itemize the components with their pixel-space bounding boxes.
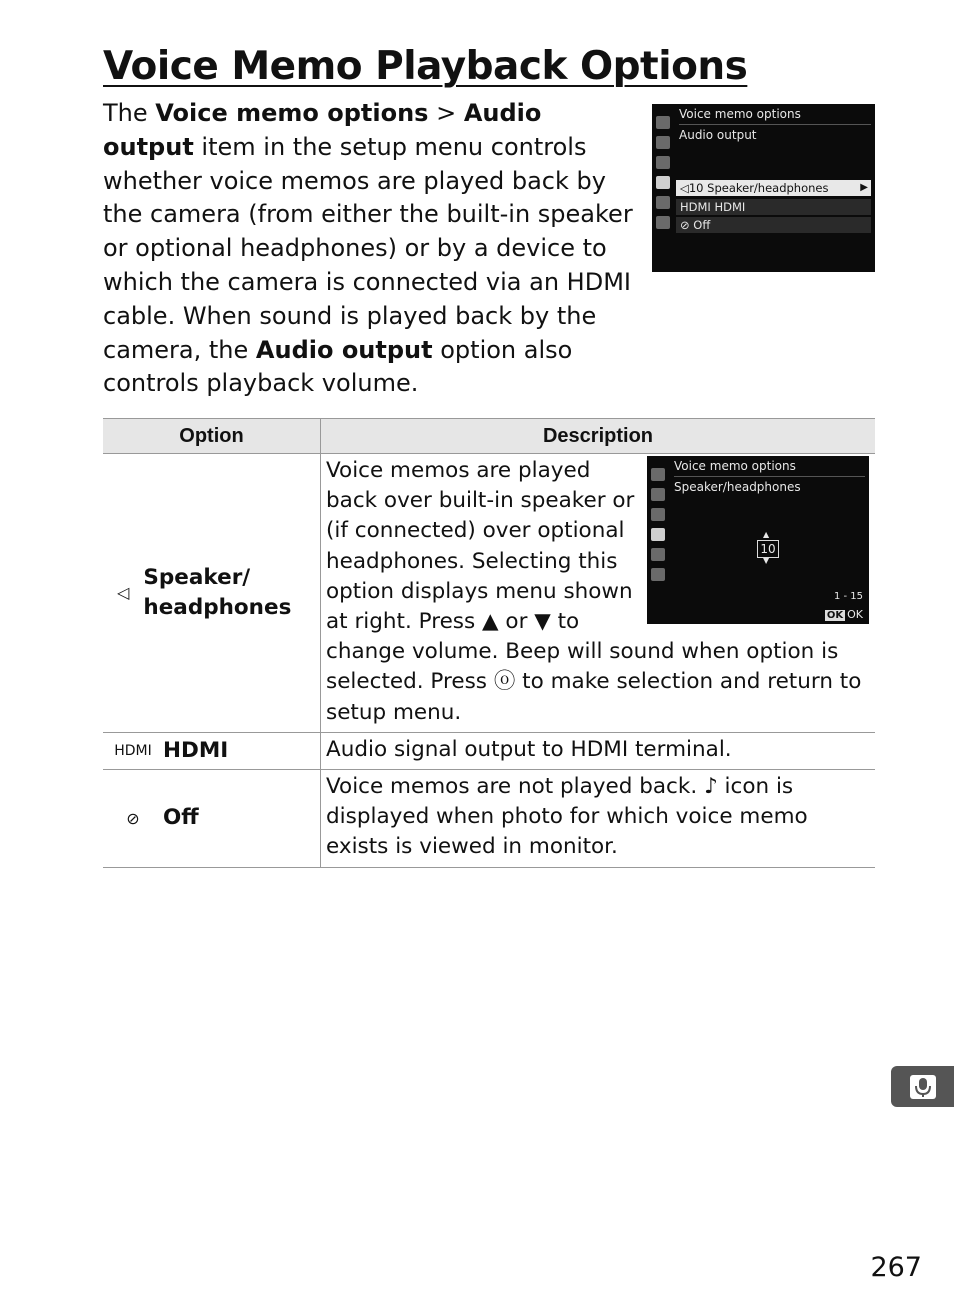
option-label: Off — [163, 805, 199, 831]
arrow-down-icon: ▼ — [763, 556, 770, 565]
microphone-icon — [908, 1073, 938, 1101]
pencil-tab-icon — [656, 156, 670, 169]
mute-icon: ⊘ — [126, 808, 140, 828]
playback-tab-icon — [656, 116, 670, 129]
ok-hint — [825, 608, 863, 621]
intro-bold-voice-memo-options: Voice memo options — [155, 99, 429, 127]
hdmi-icon: HDMI — [114, 742, 152, 759]
wrench-tab-icon — [651, 528, 665, 541]
menu-item-hdmi — [676, 199, 871, 215]
retouch-tab-icon — [656, 196, 670, 209]
mute-icon: ⊘ — [680, 218, 690, 232]
intro-text-1: The — [103, 99, 156, 127]
playback-tab-icon — [651, 468, 665, 481]
menu-tabs — [647, 464, 669, 624]
option-description: Voice memos are played back over built-in speaker or (if connected) over optional headphones. Selecting this option displays menu shown at right. Press ▲ or ▼ to change volume. Beep will sound when option is selected. Press ⓞ to make selection and return to setup menu. — [326, 458, 862, 725]
intro-text-4: option also controls playback volume. — [103, 335, 573, 398]
column-header-description: Description — [321, 419, 876, 454]
retouch-tab-icon — [651, 548, 665, 561]
my-menu-tab-icon — [656, 216, 670, 229]
page-number: 267 — [870, 1252, 922, 1283]
menu-tabs — [652, 112, 674, 272]
screen-subheader: Audio output — [679, 128, 757, 142]
option-label: HDMI — [163, 737, 229, 763]
voice-memo-section-tab — [891, 1066, 954, 1107]
intro-paragraph — [103, 97, 633, 401]
menu-item-off — [676, 217, 871, 233]
table-header-row — [103, 419, 875, 454]
menu-item-label: Speaker/headphones — [707, 181, 829, 195]
column-header-option: Option — [103, 419, 321, 454]
pencil-tab-icon — [651, 508, 665, 521]
menu-item-label: Off — [693, 218, 711, 232]
speaker-icon: ◁ — [117, 583, 130, 603]
speaker-volume-screenshot — [647, 456, 869, 624]
description-cell: Audio signal output to HDMI terminal. — [321, 732, 876, 769]
volume-range: 1 - 15 — [833, 591, 863, 602]
screen-subheader: Speaker/headphones — [674, 480, 801, 494]
option-cell — [103, 732, 321, 769]
table-row — [103, 732, 875, 769]
camera-tab-icon — [651, 488, 665, 501]
screen-header: Voice memo options — [679, 107, 871, 125]
arrow-up-icon: ▲ — [763, 530, 770, 539]
option-cell — [103, 454, 321, 733]
description-cell: Voice memos are not played back. ♪ icon is displayed when photo for which voice memo exists is viewed in monitor. — [321, 770, 876, 868]
page-title: Voice Memo Playback Options — [103, 44, 748, 89]
intro-text-2: > — [428, 99, 464, 127]
menu-item-label: HDMI — [714, 200, 746, 214]
option-cell — [103, 770, 321, 868]
audio-output-menu-screenshot — [652, 104, 875, 272]
ok-label: OK — [847, 608, 863, 621]
arrow-right-icon: ▶ — [860, 182, 868, 193]
intro-bold-audio-output: Audio output — [103, 99, 542, 161]
table-row — [103, 770, 875, 868]
my-menu-tab-icon — [651, 568, 665, 581]
ok-button-icon: OK — [826, 610, 844, 621]
menu-item-speaker-headphones — [676, 180, 871, 196]
camera-tab-icon — [656, 136, 670, 149]
intro-text-3: item in the setup menu controls whether voice memos are played back by the camera (from either the built-in speaker or optional headphones) or by a device to which the camera is connected via an HDMI cable. When sound is played back by the camera, the — [103, 132, 633, 364]
hdmi-icon: HDMI — [680, 200, 711, 214]
option-label: Speaker/ headphones — [143, 564, 292, 620]
volume-value: 10 — [757, 540, 779, 558]
speaker-icon: ◁10 — [680, 181, 704, 195]
screen-header: Voice memo options — [674, 459, 865, 477]
intro-bold-audio-output-2: Audio output — [255, 335, 433, 364]
wrench-tab-icon — [656, 176, 670, 189]
